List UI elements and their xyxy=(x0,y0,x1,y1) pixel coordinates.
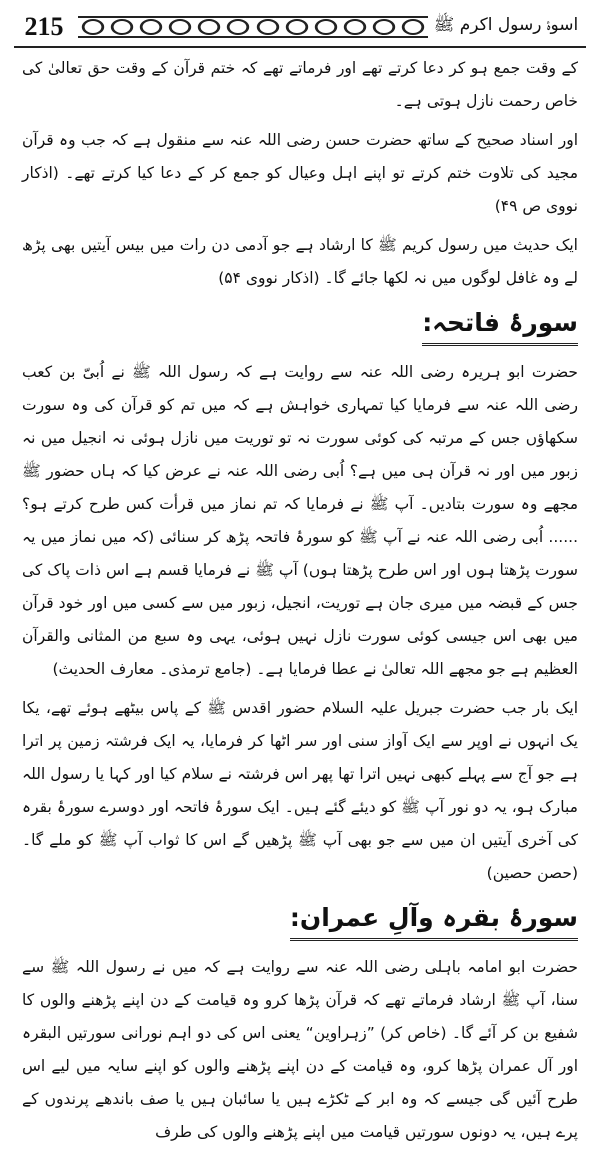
page-header xyxy=(14,10,586,48)
paragraph: حضرت ابو امامہ باہلی رضی اللہ عنہ سے روایت ہے کہ میں نے رسول اللہ ﷺ سے سنا، آپ ﷺ ارشاد فرماتے تھے کہ قرآن پڑھا کرو وہ قیامت کے دن اپنے پڑھنے والوں کا شفیع بن کر آئے گا۔ (خاص کر) ”زہراوین“ یعنی اس کی دو اہم نورانی سورتیں البقرہ اور آل عمران پڑھا کرو، وہ قیامت کے دن اپنے پڑھنے والوں کو اپنے سایہ میں لیے اس طرح آئیں گی جیسے کہ وہ ابر کے ٹکڑے ہیں یا سائبان ہیں یا صف باندھے پرندوں کے پرے ہیں، یہ دونوں سورتیں قیامت میں اپنے پڑھنے والوں کی طرف xyxy=(22,958,578,1141)
book-title: اسوۂ رسول اکرم ﷺ xyxy=(433,14,579,35)
header-rule xyxy=(14,46,586,48)
page-number: 215 xyxy=(24,12,64,41)
paragraph: ایک حدیث میں رسول کریم ﷺ کا ارشاد ہے جو آدمی دن رات میں بیس آیتیں بھی پڑھ لے وہ غافل لوگوں میں نہ لکھا جائے گا۔ (اذکار نووی ۵۴) xyxy=(22,236,578,287)
paragraph: ایک بار جب حضرت جبریل علیہ السلام حضور اقدس ﷺ کے پاس بیٹھے ہوئے تھے، یکا یک انہوں نے اوپر سے ایک آواز سنی اور سر اٹھا کر فرمایا، یہ ایک فرشتہ زمین پر اترا ہے جو آج سے پہلے کبھی نہیں اترا تھا پھر اس فرشتہ نے سلام کیا اور کہا یا رسول اللہ مبارک ہو، یہ دو نور آپ ﷺ کو دیئے گئے ہیں۔ ایک سورۂ فاتحہ اور دوسرے سورۂ بقرہ کی آخری آیتیں ان میں سے جو بھی آپ ﷺ پڑھیں گے اس کا ثواب آپ ﷺ کو ملے گا۔ (حصن حصین) xyxy=(22,699,578,882)
section-heading-fatiha: سورۂ فاتحہ: xyxy=(422,303,578,346)
page-body xyxy=(22,52,578,1155)
paragraph: کے وقت جمع ہو کر دعا کرتے تھے اور فرماتے تھے کہ ختم قرآن کے وقت حق تعالیٰ کی خاص رحمت نازل ہوتی ہے۔ xyxy=(22,59,578,110)
paragraph: حضرت ابو ہریرہ رضی اللہ عنہ سے روایت ہے کہ رسول اللہ ﷺ نے اُبیّ بن کعب رضی اللہ عنہ سے فرمایا کیا تمہاری خواہش ہے کہ میں تم کو قرآن کی وہ سورت سکھاؤں جس کے مرتبہ کی کوئی سورت نہ تو توریت میں نازل ہوئی نہ انجیل میں نہ زبور میں اور نہ قرآن ہی میں ہے؟ اُبی رضی اللہ عنہ نے عرض کیا کہ ہاں حضور ﷺ مجھے وہ سورت بتادیں۔ آپ ﷺ نے فرمایا کہ تم نماز میں قرأت کس طرح کرتے ہو؟ ...... اُبی رضی اللہ عنہ نے آپ ﷺ کو سورۂ فاتحہ پڑھ کر سنائی (کہ میں نماز میں یہ سورت پڑھتا ہوں اور اس طرح پڑھتا ہوں) آپ ﷺ نے فرمایا قسم ہے اس ذات پاک کی جس کے قبضہ میں میری جان ہے توریت، انجیل، زبور میں سے کسی میں اور خود قرآن میں بھی اس جیسی کوئی سورت نازل نہیں ہوئی، یہی وہ سبع من المثانی والقرآن العظیم ہے جو مجھے اللہ تعالیٰ نے عطا فرمایا ہے۔ (جامع ترمذی۔ معارف الحدیث) xyxy=(22,363,578,678)
paragraph: اور اسناد صحیح کے ساتھ حضرت حسن رضی اللہ عنہ سے منقول ہے کہ جب وہ قرآن مجید کی تلاوت ختم کرتے تو اپنے اہل وعیال کو جمع کر کے دعا کیا کرتے تھے۔ (اذکار نووی ص ۴۹) xyxy=(22,131,578,215)
section-heading-baqarah-imran: سورۂ بقرہ وآلِ عمران: xyxy=(290,898,578,941)
ornamental-border xyxy=(78,16,428,38)
